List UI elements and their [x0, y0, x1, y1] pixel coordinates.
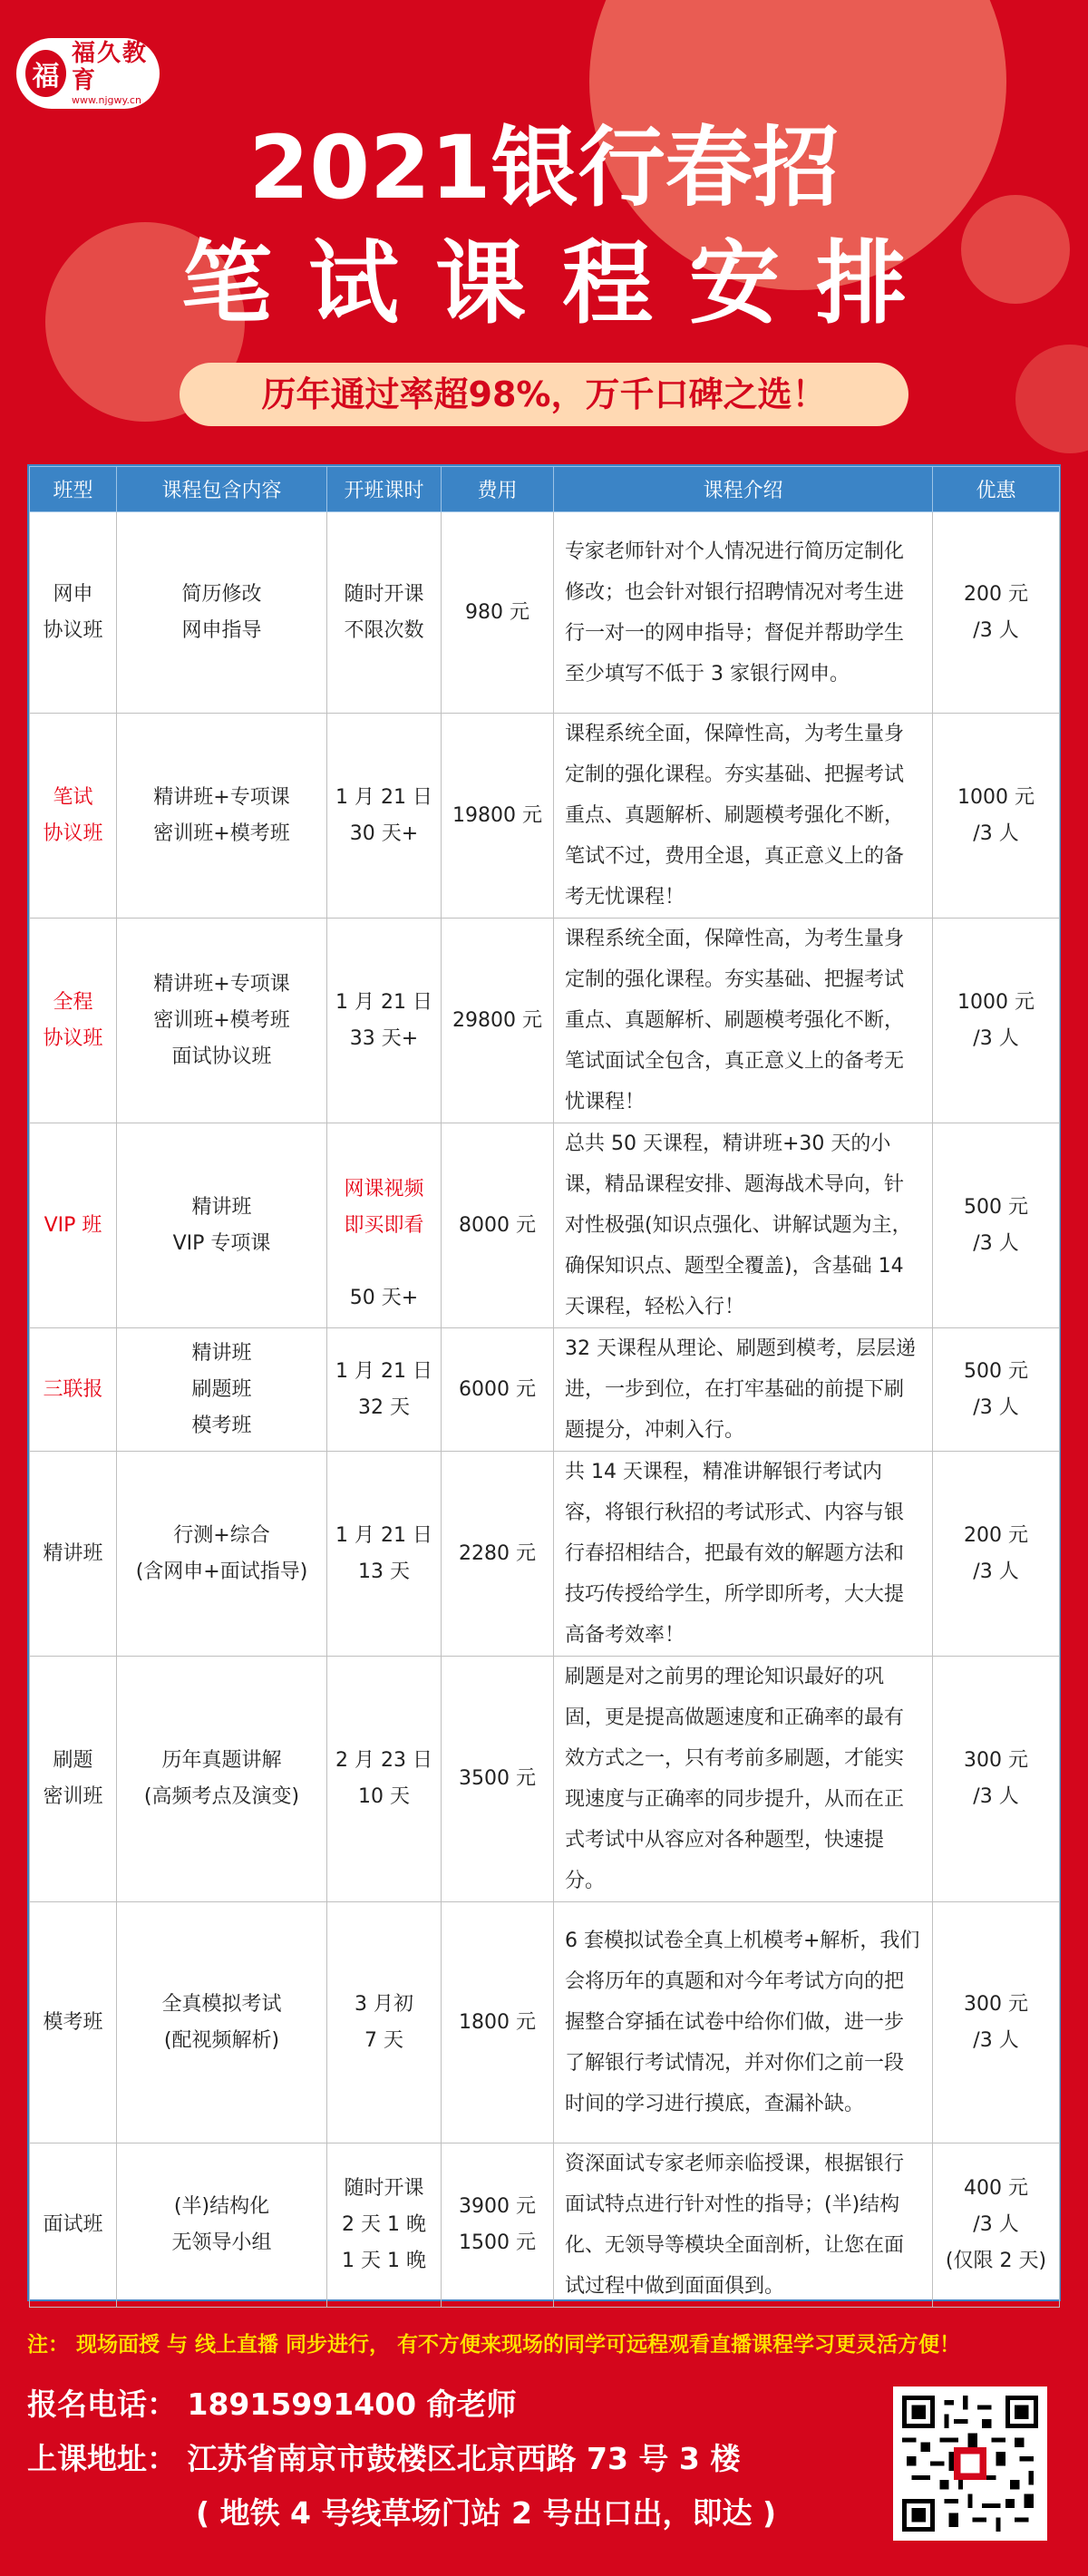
cell-intro: 课程系统全面，保障性高，为考生量身定制的强化课程。夯实基础、把握考试重点、真题解析、刷题模考强化不断，笔试面试全包含，真正意义上的备考无忧课程！ [554, 919, 933, 1123]
cell-discount: 1000 元 /3 人 [933, 919, 1060, 1123]
cell-fee: 3900 元 1500 元 [442, 2143, 554, 2308]
page-title-line2: 笔试课程安排 [181, 230, 943, 336]
cell-intro: 共 14 天课程，精准讲解银行考试内容，将银行秋招的考试形式、内容与银行春招相结合，把最有效的解题方法和技巧传授给学生，所学即所考，大大提高备考效率！ [554, 1452, 933, 1657]
cell-content: 精讲班+专项课 密训班+模考班 [117, 714, 327, 919]
cell-discount: 300 元 /3 人 [933, 1657, 1060, 1902]
cell-intro: 刷题是对之前男的理论知识最好的巩固，更是提高做题速度和正确率的最有效方式之一，只有考前多刷题，才能实现速度与正确率的同步提升，从而在正式考试中从容应对各种题型，快速提分。 [554, 1657, 933, 1902]
logo-icon: 福 [25, 50, 66, 97]
cell-type: 笔试 协议班 [30, 714, 117, 919]
cell-intro: 课程系统全面，保障性高，为考生量身定制的强化课程。夯实基础、把握考试重点、真题解析、刷题模考强化不断，笔试不过，费用全退，真正意义上的备考无忧课程！ [554, 714, 933, 919]
cell-type: 刷题 密训班 [30, 1657, 117, 1902]
cell-content: 历年真题讲解 (高频考点及演变) [117, 1657, 327, 1902]
page-title-line1: 2021银行春招 [248, 117, 840, 219]
cell-intro: 6 套模拟试卷全真上机模考+解析，我们会将历年的真题和对今年考试方向的把握整合穿插在试卷中给你们做，进一步了解银行考试情况，并对你们之前一段时间的学习进行摸底，查漏补缺。 [554, 1902, 933, 2143]
table-row [30, 1328, 1060, 1452]
cell-type: VIP 班 [30, 1123, 117, 1328]
brand-name: 福久教育 [72, 40, 149, 94]
cell-content: 全真模拟考试 (配视频解析) [117, 1902, 327, 2143]
cell-discount: 1000 元 /3 人 [933, 714, 1060, 919]
table-row [30, 1902, 1060, 2143]
cell-schedule: 1 月 21 日 32 天 [327, 1328, 442, 1452]
table-header-row [30, 467, 1060, 512]
cell-type: 网申 协议班 [30, 512, 117, 714]
cell-schedule: 1 月 21 日 33 天+ [327, 919, 442, 1123]
address-label: 上课地址： [27, 2441, 177, 2476]
cell-schedule: 随时开课 不限次数 [327, 512, 442, 714]
cell-intro: 资深面试专家老师亲临授课，根据银行面试特点进行针对性的指导；(半)结构化、无领导等模块全面剖析，让您在面试过程中做到面面俱到。 [554, 2143, 933, 2308]
header-discount: 优惠 [933, 467, 1060, 512]
cell-type: 全程 协议班 [30, 919, 117, 1123]
course-table [27, 464, 1061, 2301]
header-content: 课程包含内容 [117, 467, 327, 512]
table-row [30, 1657, 1060, 1902]
cell-fee: 6000 元 [442, 1328, 554, 1452]
cell-type: 三联报 [30, 1328, 117, 1452]
cell-discount: 200 元 /3 人 [933, 512, 1060, 714]
cell-content: (半)结构化 无领导小组 [117, 2143, 327, 2308]
brand-logo [16, 38, 160, 109]
cell-schedule: 3 月初 7 天 [327, 1902, 442, 2143]
cell-type: 面试班 [30, 2143, 117, 2308]
table-row [30, 512, 1060, 714]
cell-type: 精讲班 [30, 1452, 117, 1657]
table-row [30, 919, 1060, 1123]
table-row [30, 2143, 1060, 2308]
cell-schedule: 2 月 23 日 10 天 [327, 1657, 442, 1902]
cell-discount: 500 元 /3 人 [933, 1328, 1060, 1452]
cell-intro: 总共 50 天课程，精讲班+30 天的小课，精品课程安排、题海战术导向，针对性极强(知识点强化、讲解试题为主，确保知识点、题型全覆盖)，含基础 14 天课程，轻松入行！ [554, 1123, 933, 1328]
cell-discount: 400 元 /3 人 (仅限 2 天) [933, 2143, 1060, 2308]
brand-url: www.njgwy.cn [72, 94, 141, 106]
table-row [30, 1452, 1060, 1657]
table-row [30, 1123, 1060, 1328]
cell-discount: 200 元 /3 人 [933, 1452, 1060, 1657]
cell-fee: 3500 元 [442, 1657, 554, 1902]
cell-fee: 29800 元 [442, 919, 554, 1123]
header-type: 班型 [30, 467, 117, 512]
cell-discount: 500 元 /3 人 [933, 1123, 1060, 1328]
schedule-duration: 50 天+ [349, 1286, 419, 1309]
cell-fee: 19800 元 [442, 714, 554, 919]
header-schedule: 开班课时 [327, 467, 442, 512]
cell-content: 精讲班+专项课 密训班+模考班 面试协议班 [117, 919, 327, 1123]
cell-content: 简历修改 网申指导 [117, 512, 327, 714]
cell-type: 模考班 [30, 1902, 117, 2143]
contact-info [27, 2377, 776, 2541]
cell-fee: 2280 元 [442, 1452, 554, 1657]
header-fee: 费用 [442, 467, 554, 512]
qr-code-icon[interactable] [893, 2386, 1047, 2541]
cell-schedule: 1 月 21 日 13 天 [327, 1452, 442, 1657]
cell-fee: 8000 元 [442, 1123, 554, 1328]
phone-label: 报名电话： [27, 2386, 177, 2422]
header-intro: 课程介绍 [554, 467, 933, 512]
slogan-banner: 历年通过率超98%，万千口碑之选！ [180, 363, 908, 426]
schedule-online-note: 网课视频 即买即看 [344, 1177, 424, 1237]
cell-fee: 980 元 [442, 512, 554, 714]
phone-number[interactable]: 18915991400 俞老师 [187, 2386, 517, 2422]
cell-content: 精讲班 刷题班 模考班 [117, 1328, 327, 1452]
footnote: 注： 现场面授 与 线上直播 同步进行， 有不方便来现场的同学可远程观看直播课程学习更灵活方便！ [27, 2333, 961, 2357]
cell-content: 行测+综合 (含网申+面试指导) [117, 1452, 327, 1657]
directions-text: ( 地铁 4 号线草场门站 2 号出口出，即达 ) [196, 2495, 777, 2531]
cell-discount: 300 元 /3 人 [933, 1902, 1060, 2143]
cell-schedule: 随时开课 2 天 1 晚 1 天 1 晚 [327, 2143, 442, 2308]
table-row [30, 714, 1060, 919]
cell-content: 精讲班 VIP 专项课 [117, 1123, 327, 1328]
cell-intro: 32 天课程从理论、刷题到模考，层层递进，一步到位，在打牢基础的前提下刷题提分，冲刺入行。 [554, 1328, 933, 1452]
cell-fee: 1800 元 [442, 1902, 554, 2143]
address-text: 江苏省南京市鼓楼区北京西路 73 号 3 楼 [187, 2441, 741, 2476]
cell-schedule [327, 1123, 442, 1328]
cell-intro: 专家老师针对个人情况进行简历定制化修改；也会针对银行招聘情况对考生进行一对一的网申指导；督促并帮助学生至少填写不低于 3 家银行网申。 [554, 512, 933, 714]
cell-schedule: 1 月 21 日 30 天+ [327, 714, 442, 919]
